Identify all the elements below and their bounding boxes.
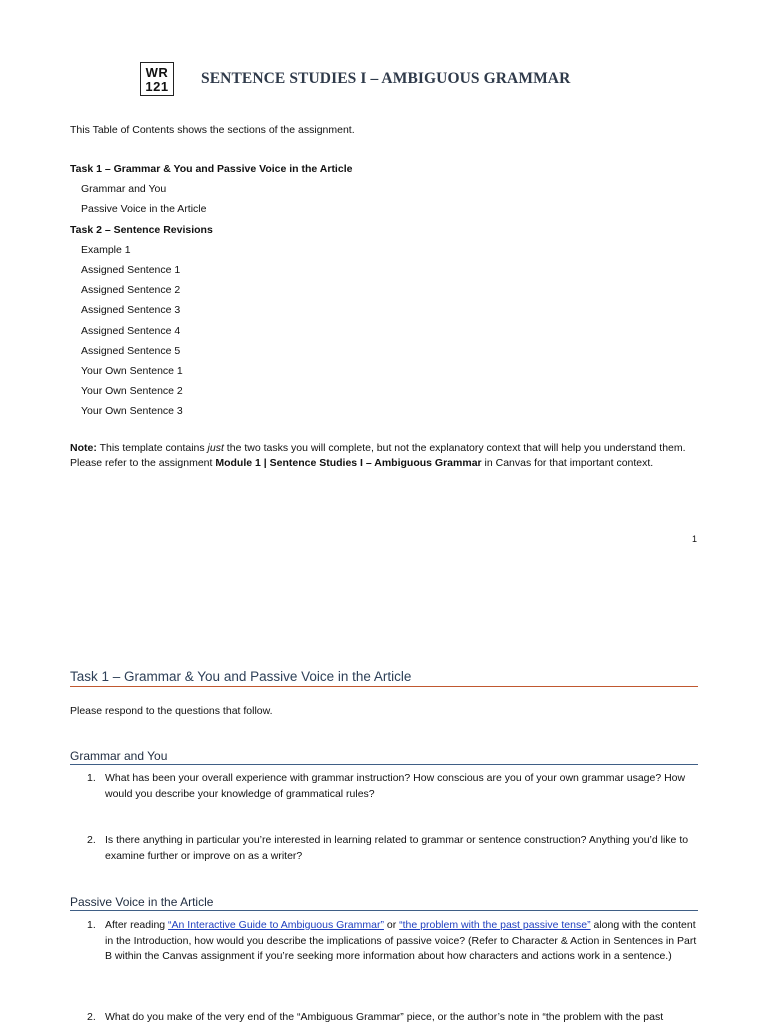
- question-text: Is there anything in particular you’re interested in learning related to grammar or sentence construction? Anything you’d like to examine further or improve on as a writer?: [105, 834, 689, 862]
- toc-task-entry[interactable]: Task 2 – Sentence Revisions: [70, 223, 213, 236]
- note-emphasis: just: [207, 442, 224, 454]
- note-text-2: the two tasks you will complete, but not the explanatory context that will help you understand them. Please refer to the assignment: [70, 442, 686, 469]
- note-text-1: This template contains: [96, 442, 208, 454]
- template-note: [70, 441, 700, 471]
- note-text-3: in Canvas for that important context.: [481, 457, 654, 469]
- logo-line-1: WR: [145, 65, 169, 80]
- table-of-contents: [70, 161, 352, 423]
- toc-subsection-entry[interactable]: Assigned Sentence 1: [81, 263, 181, 276]
- section-heading-passive-voice: Passive Voice in the Article: [70, 895, 698, 911]
- question-text: What has been your overall experience with grammar instruction? How conscious are you of your own grammar usage? How would you describe your knowledge of grammatical rules?: [105, 772, 686, 800]
- question-number: 1.: [87, 772, 96, 784]
- toc-subsection-entry[interactable]: Your Own Sentence 2: [81, 385, 183, 398]
- question-item: [70, 1010, 698, 1026]
- note-module-name: Module 1 | Sentence Studies I – Ambiguous Grammar: [215, 457, 482, 469]
- task1-instructions: Please respond to the questions that follow.: [70, 705, 273, 717]
- task1-heading: Task 1 – Grammar & You and Passive Voice in the Article: [70, 669, 698, 687]
- interactive-guide-link[interactable]: “An Interactive Guide to Ambiguous Grammar”: [168, 919, 384, 931]
- question-number: 1.: [87, 919, 96, 931]
- note-label: Note:: [70, 442, 97, 454]
- document-title: SENTENCE STUDIES I – AMBIGUOUS GRAMMAR: [201, 70, 571, 87]
- toc-subsection-entry[interactable]: Assigned Sentence 5: [81, 344, 181, 357]
- toc-subsection-entry[interactable]: Assigned Sentence 3: [81, 304, 181, 317]
- toc-subsection-entry[interactable]: Example 1: [81, 243, 131, 256]
- question-item: [70, 771, 698, 802]
- wr121-logo: [140, 62, 174, 96]
- toc-subsection-entry[interactable]: Grammar and You: [81, 183, 167, 196]
- page-number: 1: [692, 534, 698, 544]
- question-number: 2.: [87, 1011, 96, 1023]
- question-text-post: along with the content in the Introduction, how would you describe the implications of passive voice? (Refer to Character & Action in Sentences in Part B within the Canvas assignment if you’re seeking more information about how characters and actions work in a sentence.): [105, 919, 697, 962]
- toc-subsection-entry[interactable]: Passive Voice in the Article: [81, 203, 207, 216]
- question-text: What do you make of the very end of the “Ambiguous Grammar” piece, or the author’s note in “the problem with the past: [105, 1011, 664, 1023]
- question-item: [70, 833, 698, 864]
- toc-subsection-entry[interactable]: Assigned Sentence 4: [81, 324, 181, 337]
- question-text-mid: or: [383, 919, 400, 931]
- question-number: 2.: [87, 834, 96, 846]
- toc-subsection-entry[interactable]: Your Own Sentence 3: [81, 405, 183, 418]
- past-passive-tense-link[interactable]: “the problem with the past passive tense”: [399, 919, 591, 931]
- toc-task-entry[interactable]: Task 1 – Grammar & You and Passive Voice in the Article: [70, 163, 353, 175]
- question-text: [105, 918, 698, 965]
- toc-intro: This Table of Contents shows the sections of the assignment.: [70, 124, 355, 136]
- toc-subsection-entry[interactable]: Your Own Sentence 1: [81, 364, 183, 377]
- question-item: [70, 918, 698, 965]
- toc-subsection-entry[interactable]: Assigned Sentence 2: [81, 284, 181, 297]
- section-heading-grammar-and-you: Grammar and You: [70, 749, 698, 765]
- question-text-pre: After reading: [105, 919, 169, 931]
- logo-line-2: 121: [145, 79, 169, 94]
